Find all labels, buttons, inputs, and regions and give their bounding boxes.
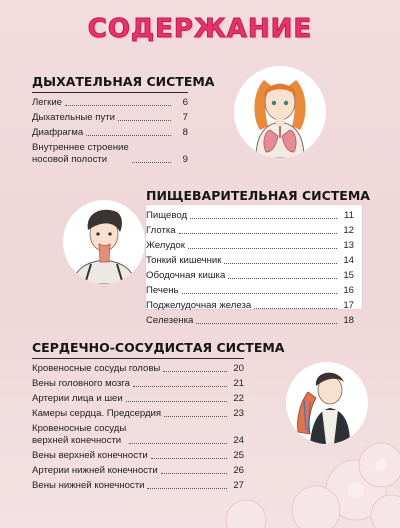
contents-entry [32,127,188,139]
contents-entry [146,285,354,297]
contents-entry [146,315,354,327]
dot-leader [132,162,171,163]
respiratory-list [32,97,188,166]
contents-entry [146,210,354,222]
entry-title: Артерии нижней конечности [32,465,158,476]
entry-page-number: 24 [233,435,244,446]
entry-title: Диафрагма [32,127,84,138]
contents-entry [146,255,354,267]
entry-page-number: 7 [182,112,188,123]
entry-title: Внутреннее строение носовой полости [32,142,129,165]
contents-entry [146,240,354,252]
entry-title: Селезенка [146,315,194,326]
contents-entry [32,142,188,166]
respiratory-heading: ДЫХАТЕЛЬНАЯ СИСТЕМА [32,74,188,93]
entry-page-number: 16 [343,285,354,296]
entry-page-number: 26 [233,465,244,476]
entry-title: Легкие [32,97,63,108]
entry-page-number: 12 [343,225,354,236]
dot-leader [179,233,337,234]
dot-leader [228,278,337,279]
lungs-illustration [234,66,326,158]
entry-page-number: 8 [182,127,188,138]
entry-page-number: 13 [343,240,354,251]
entry-title: Кровеносные сосуды головы [32,363,161,374]
dot-leader [118,120,171,121]
entry-title: Вены нижней конечности [32,480,145,491]
entry-title: Тонкий кишечник [146,255,222,266]
entry-title: Поджелудочная железа [146,300,252,311]
entry-title: Вены верхней конечности [32,450,148,461]
dot-leader [182,293,337,294]
entry-page-number: 21 [233,378,244,389]
dot-leader [224,263,337,264]
digestive-heading: ПИЩЕВАРИТЕЛЬНАЯ СИСТЕМА [146,188,370,203]
entry-title: Желудок [146,240,185,251]
entry-page-number: 14 [343,255,354,266]
entry-page-number: 6 [182,97,188,108]
entry-page-number: 22 [233,393,244,404]
dot-leader [254,308,337,309]
dot-leader [65,105,171,106]
respiratory-section [32,74,215,169]
digestive-section [146,188,370,330]
entry-title: Глотка [146,225,176,236]
entry-title: Камеры сердца. Предсердия [32,408,162,419]
entry-page-number: 9 [182,154,188,165]
contents-entry [146,225,354,237]
entry-title: Дыхательные пути [32,112,116,123]
contents-entry [146,300,354,312]
entry-title: Артерии лица и шеи [32,393,123,404]
dot-leader [190,218,337,219]
page-title: СОДЕРЖАНИЕ [87,14,313,44]
title-block [0,14,400,44]
dot-leader [86,135,171,136]
contents-entry [32,97,188,109]
entry-page-number: 27 [233,480,244,491]
entry-page-number: 17 [343,300,354,311]
contents-entry [32,112,188,124]
arm-vessels-illustration [286,362,368,444]
entry-title: Ободочная кишка [146,270,226,281]
entry-title: Вены головного мозга [32,378,130,389]
dot-leader [188,248,337,249]
digestive-list [146,210,354,327]
entry-page-number: 20 [233,363,244,374]
entry-page-number: 25 [233,450,244,461]
entry-page-number: 18 [343,315,354,326]
cardio-heading: СЕРДЕЧНО-СОСУДИСТАЯ СИСТЕМА [32,340,244,359]
entry-title: Печень [146,285,179,296]
entry-title: Кровеносные сосуды верхней конечности [32,423,127,446]
entry-page-number: 23 [233,408,244,419]
entry-page-number: 11 [344,210,354,221]
contents-entry [146,270,354,282]
throat-illustration [63,200,145,284]
dot-leader [196,323,337,324]
entry-page-number: 15 [343,270,354,281]
entry-title: Пищевод [146,210,188,221]
